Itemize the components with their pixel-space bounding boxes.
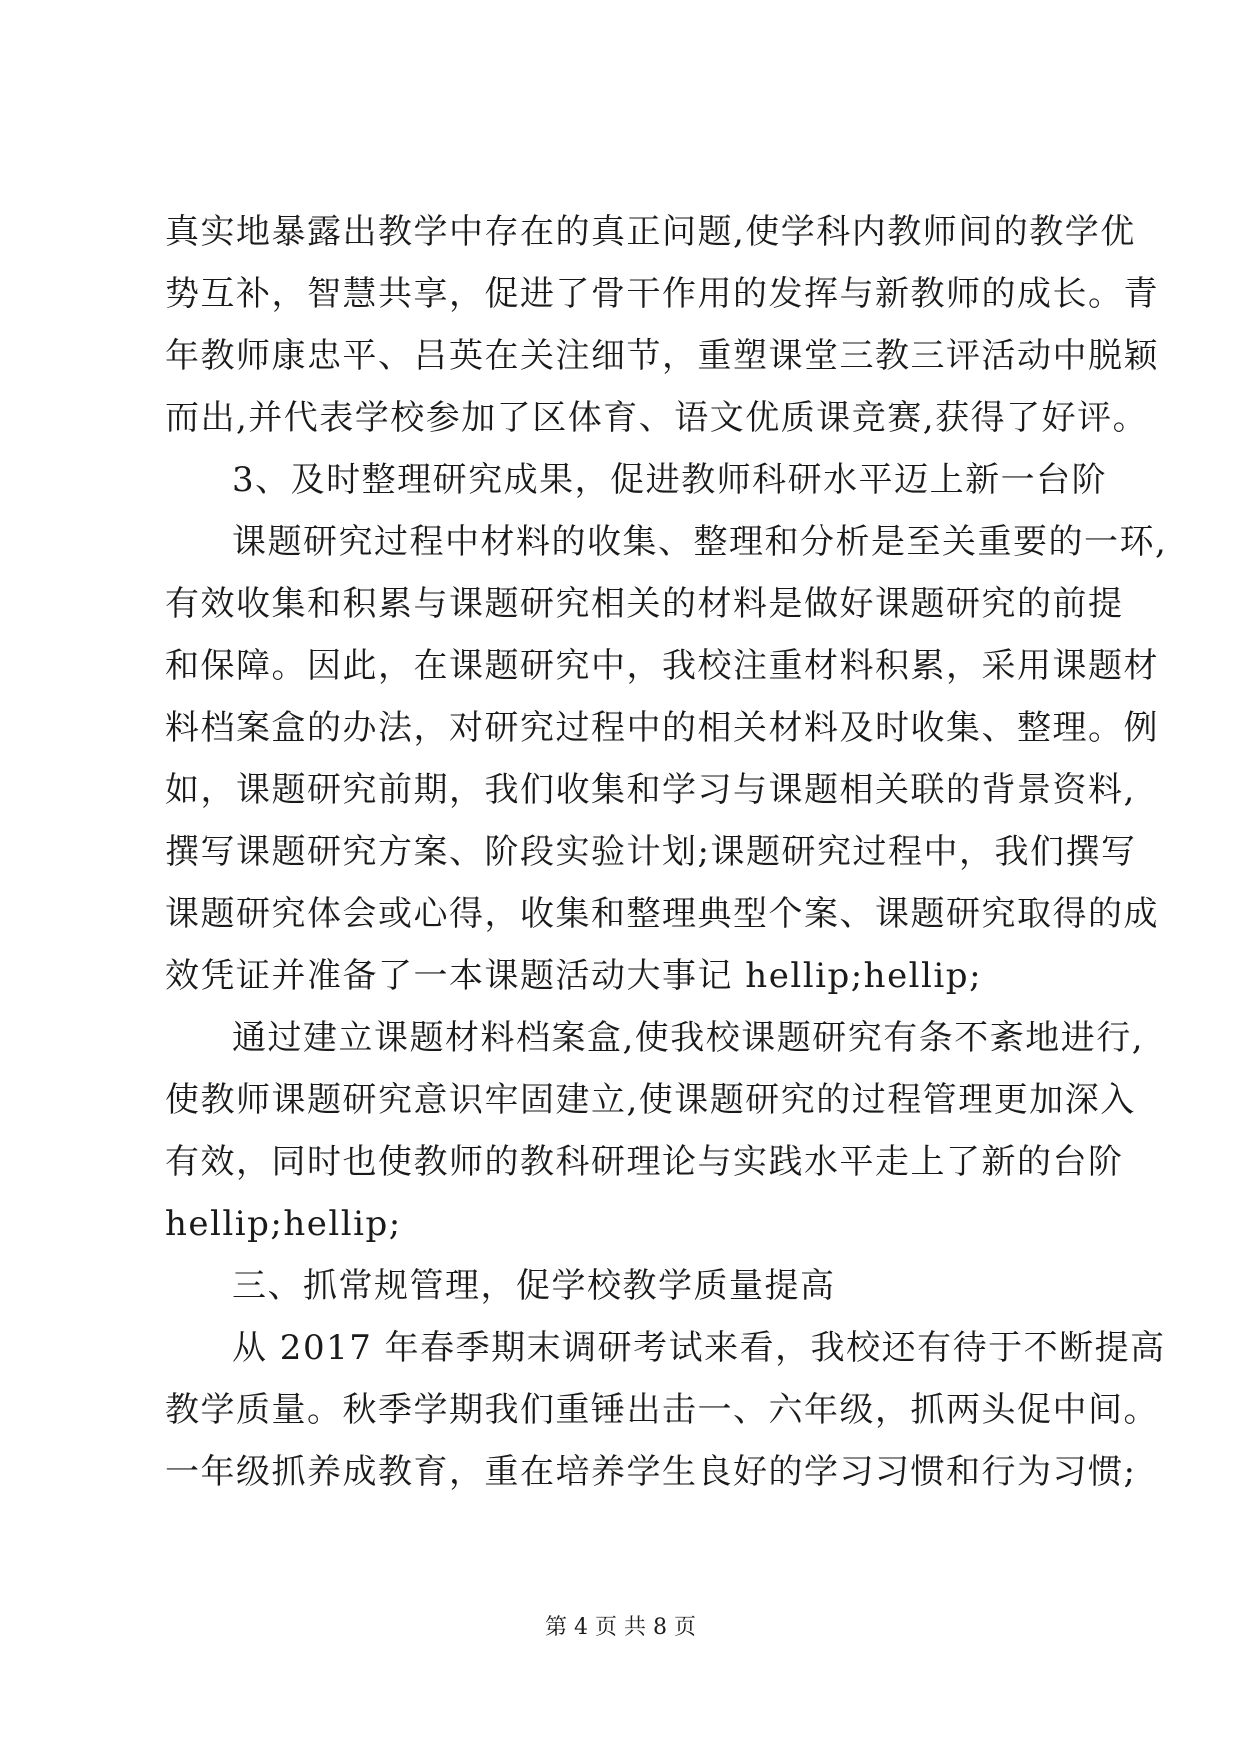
paragraph-line: 料档案盒的办法，对研究过程中的相关材料及时收集、整理。例 xyxy=(165,708,1159,748)
paragraph-line: 课题研究过程中材料的收集、整理和分析是至关重要的一环, xyxy=(232,522,1168,562)
paragraph-line: 从 2017 年春季期末调研考试来看，我校还有待于不断提高 xyxy=(232,1328,1166,1368)
paragraph-line: 如，课题研究前期，我们收集和学习与课题相关联的背景资料, xyxy=(165,770,1136,810)
paragraph-line: 使教师课题研究意识牢固建立,使课题研究的过程管理更加深入 xyxy=(165,1080,1136,1120)
section-heading: 3、及时整理研究成果，促进教师科研水平迈上新一台阶 xyxy=(232,460,1108,500)
paragraph-line: 一年级抓养成教育，重在培养学生良好的学习习惯和行为习惯; xyxy=(165,1452,1137,1492)
paragraph-line: 教学质量。秋季学期我们重锤出击一、六年级，抓两头促中间。 xyxy=(165,1390,1159,1430)
paragraph-line: 和保障。因此，在课题研究中，我校注重材料积累，采用课题材 xyxy=(165,646,1159,686)
paragraph-line: 通过建立课题材料档案盒,使我校课题研究有条不紊地进行, xyxy=(232,1018,1145,1058)
paragraph-line: 真实地暴露出教学中存在的真正问题,使学科内教师间的教学优 xyxy=(165,212,1136,252)
page-number-label: 第 4 页 共 8 页 xyxy=(545,1615,696,1640)
paragraph-line: 有效，同时也使教师的教科研理论与实践水平走上了新的台阶 xyxy=(165,1142,1124,1182)
paragraph-line: 而出,并代表学校参加了区体育、语文优质课竞赛,获得了好评。 xyxy=(165,398,1149,438)
page-footer xyxy=(0,1614,1241,1642)
paragraph-line: 有效收集和积累与课题研究相关的材料是做好课题研究的前提 xyxy=(165,584,1124,624)
paragraph-line: 课题研究体会或心得，收集和整理典型个案、课题研究取得的成 xyxy=(165,894,1159,934)
paragraph-line: 势互补，智慧共享，促进了骨干作用的发挥与新教师的成长。青 xyxy=(165,274,1159,314)
paragraph-line: 效凭证并准备了一本课题活动大事记 hellip;hellip; xyxy=(165,956,983,996)
section-heading: 三、抓常规管理，促学校教学质量提高 xyxy=(232,1266,836,1306)
paragraph-line: hellip;hellip; xyxy=(165,1204,402,1244)
paragraph-line: 年教师康忠平、吕英在关注细节，重塑课堂三教三评活动中脱颖 xyxy=(165,336,1159,376)
paragraph-line: 撰写课题研究方案、阶段实验计划;课题研究过程中，我们撰写 xyxy=(165,832,1137,872)
